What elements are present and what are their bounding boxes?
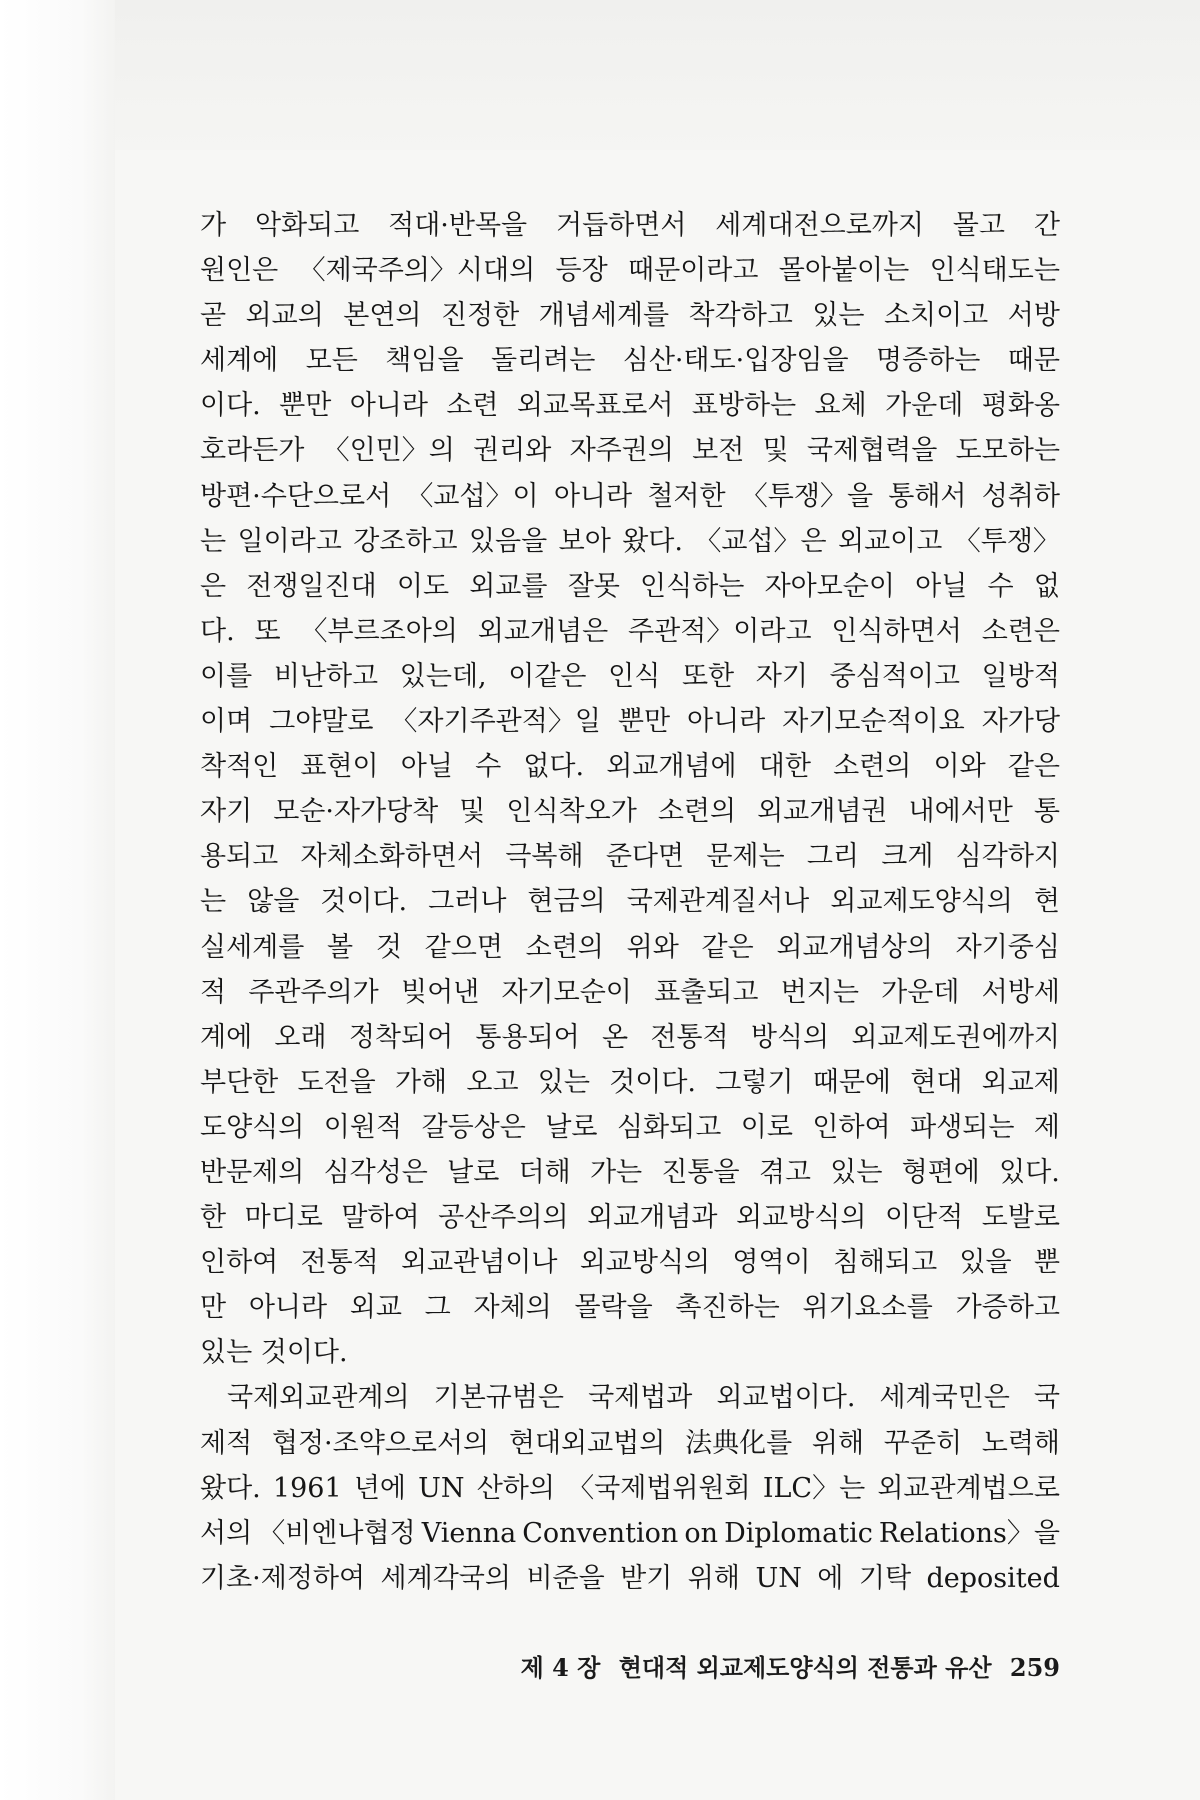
text-line: 왔다. 1961 년에 UN 산하의 〈국제법위원회 ILC〉는 외교관계법으로 (200, 1472, 1060, 1504)
text-line: 적 주관주의가 빚어낸 자기모순이 표출되고 번지는 가운데 서방세 (200, 976, 1060, 1008)
text-line: 실세계를 볼 것 같으면 소련의 위와 같은 외교개념상의 자기중심 (200, 931, 1060, 963)
text-line: 이를 비난하고 있는데, 이같은 인식 또한 자기 중심적이고 일방적 (200, 660, 1060, 692)
text-line: 가 악화되고 적대·반목을 거듭하면서 세계대전으로까지 몰고 간 (200, 210, 1060, 241)
text-line: 호라든가 〈인민〉의 권리와 자주권의 보전 및 국제협력을 도모하는 (200, 435, 1060, 467)
scan-left-margin (0, 0, 115, 1800)
text-line-paragraph-end: 있는 것이다. (200, 1337, 348, 1369)
text-line: 는 않을 것이다. 그러나 현금의 국제관계질서나 외교제도양식의 현 (200, 886, 1060, 918)
text-line: 착적인 표현이 아닐 수 없다. 외교개념에 대한 소련의 이와 같은 (200, 751, 1060, 783)
text-line: 도양식의 이원적 갈등상은 날로 심화되고 이로 인하여 파생되는 제 (200, 1111, 1060, 1143)
text-line: 은 전쟁일진대 이도 외교를 잘못 인식하는 자아모순이 아닐 수 없 (200, 570, 1060, 602)
text-line: 세계에 모든 책임을 돌리려는 심산·태도·입장임을 명증하는 때문 (200, 345, 1060, 377)
text-line: 곧 외교의 본연의 진정한 개념세계를 착각하고 있는 소치이고 서방 (200, 300, 1060, 332)
scan-top-shading (0, 0, 1200, 150)
text-line: 제적 협정·조약으로서의 현대외교법의 法典化를 위해 꾸준히 노력해 (200, 1427, 1060, 1459)
text-line: 반문제의 심각성은 날로 더해 가는 진통을 겪고 있는 형편에 있다. (200, 1156, 1060, 1188)
text-line: 다. 또 〈부르조아의 외교개념은 주관적〉이라고 인식하면서 소련은 (200, 615, 1060, 647)
text-line: 이며 그야말로 〈자기주관적〉일 뿐만 아니라 자기모순적이요 자가당 (200, 706, 1060, 738)
chapter-title: 현대적 외교제도양식의 전통과 유산 (618, 1653, 992, 1682)
text-line: 인하여 전통적 외교관념이나 외교방식의 영역이 침해되고 있을 뿐 (200, 1247, 1060, 1279)
text-line: 계에 오래 정착되어 통용되어 온 전통적 방식의 외교제도권에까지 (200, 1021, 1060, 1053)
text-line: 부단한 도전을 가해 오고 있는 것이다. 그렇기 때문에 현대 외교제 (200, 1066, 1060, 1098)
body-text (200, 203, 1060, 1601)
text-line: 원인은 〈제국주의〉시대의 등장 때문이라고 몰아붙이는 인식태도는 (200, 255, 1060, 287)
text-line: 자기 모순·자가당착 및 인식착오가 소련의 외교개념권 내에서만 통 (200, 796, 1060, 828)
text-line: 만 아니라 외교 그 자체의 몰락을 촉진하는 위기요소를 가증하고 (200, 1292, 1060, 1324)
text-line: 한 마디로 말하여 공산주의의 외교개념과 외교방식의 이단적 도발로 (200, 1202, 1060, 1234)
text-line: 기초·제정하여 세계각국의 비준을 받기 위해 UN 에 기탁 deposited (200, 1562, 1060, 1594)
text-line: 는 일이라고 강조하고 있음을 보아 왔다. 〈교섭〉은 외교이고 〈투쟁〉 (200, 525, 1060, 557)
text-line-paragraph-start: 국제외교관계의 기본규범은 국제법과 외교법이다. 세계국민은 국 (227, 1382, 1060, 1414)
text-line: 이다. 뿐만 아니라 소련 외교목표로서 표방하는 요체 가운데 평화옹 (200, 390, 1060, 422)
chapter-label: 제 4 장 (520, 1653, 601, 1682)
running-footer (460, 1648, 1060, 1683)
page-number: 259 (1009, 1653, 1060, 1682)
text-line: 방편·수단으로서 〈교섭〉이 아니라 철저한 〈투쟁〉을 통해서 성취하 (200, 480, 1060, 512)
text-line: 서의 〈비엔나협정 Vienna Convention on Diplomatic Relations〉을 (200, 1517, 1060, 1549)
text-line: 용되고 자체소화하면서 극복해 준다면 문제는 그리 크게 심각하지 (200, 841, 1060, 873)
